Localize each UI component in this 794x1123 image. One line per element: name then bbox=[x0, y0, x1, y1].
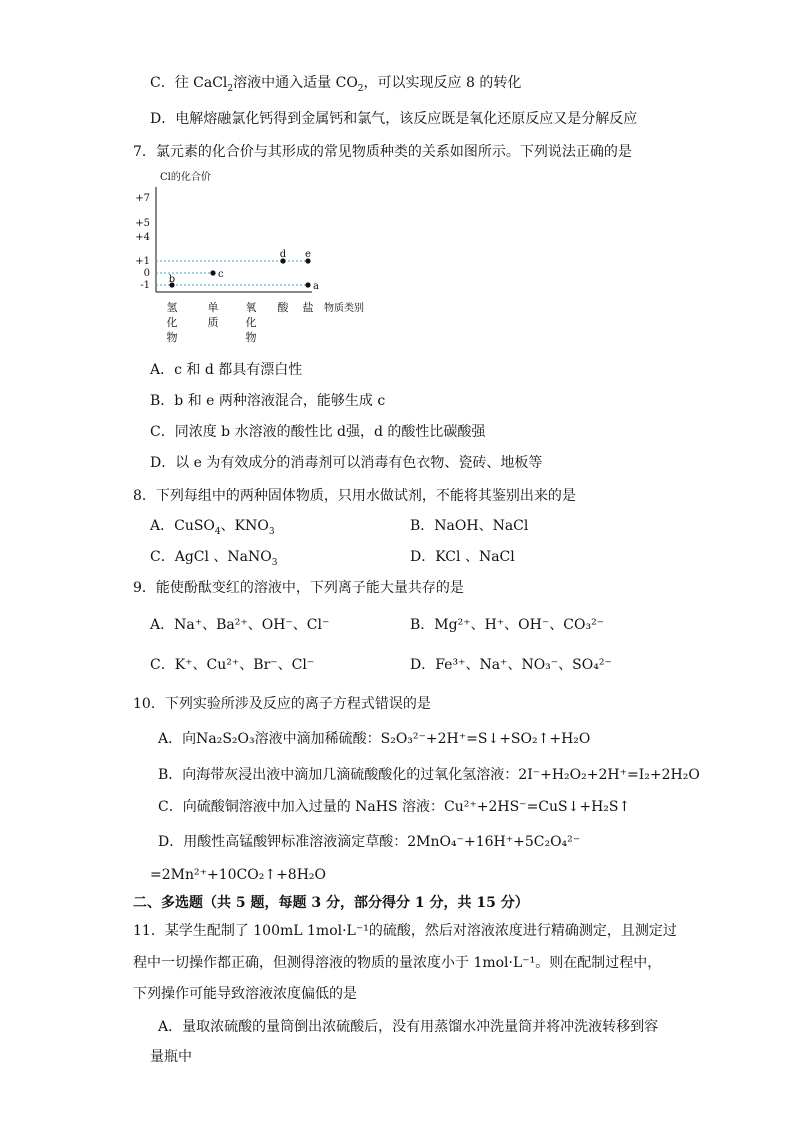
y-tick-label: +4 bbox=[135, 232, 150, 243]
valence-chart bbox=[130, 165, 390, 350]
q11-stem-line2: 程中一切操作都正确，但测得溶液的物质的量浓度小于 1mol·L⁻¹。则在配制过程中， bbox=[133, 955, 662, 971]
q11-option-a: A．量取浓硫酸的量筒倒出浓硫酸后，没有用蒸馏水冲洗量筒并将冲洗液转移到容 bbox=[158, 1019, 659, 1035]
q10-option-d-continued: =2Mn²⁺+10CO₂↑+8H₂O bbox=[150, 867, 327, 883]
q9-option-c: C．K⁺、Cu²⁺、Br⁻、Cl⁻ bbox=[150, 657, 315, 673]
q7-stem: 7．氯元素的化合价与其形成的常见物质种类的关系如图所示。下列说法正确的是 bbox=[133, 144, 632, 160]
x-category-label: 物 bbox=[166, 331, 178, 344]
chart-xlabel: 物质类别 bbox=[324, 303, 364, 314]
x-category-label: 氢 bbox=[166, 301, 178, 314]
x-category-label: 质 bbox=[207, 316, 219, 329]
q9-option-d: D．Fe³⁺、Na⁺、NO₃⁻、SO₄²⁻ bbox=[410, 657, 612, 673]
q9-stem: 9．能使酚酞变红的溶液中，下列离子能大量共存的是 bbox=[133, 580, 464, 596]
q8-option-a: A．CuSO$_4$、$KNO_3$ bbox=[150, 518, 275, 537]
q9-option-a: A．Na⁺、Ba²⁺、OH⁻、Cl⁻ bbox=[150, 617, 330, 633]
y-tick-label: +5 bbox=[135, 218, 150, 229]
q6-option-d: D．电解熔融氯化钙得到金属钙和氯气，该反应既是氧化还原反应又是分解反应 bbox=[150, 111, 638, 127]
point-label-d: d bbox=[279, 249, 287, 260]
x-category-label: 物 bbox=[245, 331, 257, 344]
q10-option-d: D．用酸性高锰酸钾标准溶液滴定草酸：2MnO₄⁻+16H⁺+5C₂O₄²⁻ bbox=[158, 834, 581, 850]
point-a bbox=[305, 282, 310, 287]
point-label-b: b bbox=[168, 274, 176, 285]
x-category-label: 化 bbox=[166, 316, 178, 329]
point-label-c: c bbox=[218, 269, 224, 280]
q7-option-d: D．以 e 为有效成分的消毒剂可以消毒有色衣物、瓷砖、地板等 bbox=[150, 455, 543, 471]
q11-stem-line3: 下列操作可能导致溶液浓度偏低的是 bbox=[133, 986, 357, 1002]
y-tick-label: 0 bbox=[143, 268, 150, 279]
q8-stem: 8．下列每组中的两种固体物质，只用水做试剂，不能将其鉴别出来的是 bbox=[133, 488, 576, 504]
x-category-label: 氧 bbox=[245, 301, 257, 314]
q7-option-b: B．b 和 e 两种溶液混合，能够生成 c bbox=[150, 393, 386, 409]
q8-option-c: C．AgCl 、NaNO$_3$ bbox=[150, 549, 278, 568]
x-category-label: 酸 bbox=[277, 301, 289, 314]
point-label-e: e bbox=[305, 249, 311, 260]
q11-option-a-continued: 量瓶中 bbox=[150, 1049, 192, 1065]
point-c bbox=[210, 270, 215, 275]
q7-option-c: C．同浓度 b 水溶液的酸性比 d强，d 的酸性比碳酸强 bbox=[150, 424, 486, 440]
q9-option-b: B．Mg²⁺、H⁺、OH⁻、CO₃²⁻ bbox=[410, 617, 605, 633]
q11-stem-line1: 11．某学生配制了 100mL 1mol·L⁻¹的硫酸，然后对溶液浓度进行精确测定，且测定过 bbox=[133, 923, 677, 939]
y-tick-label: +7 bbox=[135, 193, 150, 204]
chart-ylabel: Cl的化合价 bbox=[160, 172, 211, 183]
q8-option-d: D．KCl 、NaCl bbox=[410, 549, 515, 565]
point-label-a: a bbox=[313, 281, 319, 292]
q7-option-a: A．c 和 d 都具有漂白性 bbox=[150, 362, 303, 378]
q6-option-c: C．往 CaCl$_2$溶液中通入适量 $CO_2$，可以实现反应 8 的转化 bbox=[150, 75, 522, 94]
q10-stem: 10．下列实验所涉及反应的离子方程式错误的是 bbox=[133, 696, 431, 712]
q10-option-a: A．向Na₂S₂O₃溶液中滴加稀硫酸：S₂O₃²⁻+2H⁺=S↓+SO₂↑+H₂O bbox=[158, 731, 591, 747]
section-heading: 二、多选题（共 5 题，每题 3 分，部分得分 1 分，共 15 分） bbox=[133, 895, 529, 911]
q8-option-b: B．NaOH、NaCl bbox=[410, 518, 529, 534]
q10-option-b: B．向海带灰浸出液中滴加几滴硫酸酸化的过氧化氢溶液：2I⁻+H₂O₂+2H⁺=I₂+2H₂O bbox=[158, 767, 700, 783]
y-tick-label: +1 bbox=[135, 256, 150, 267]
y-tick-label: -1 bbox=[140, 280, 150, 291]
x-category-label: 化 bbox=[245, 316, 257, 329]
q10-option-c: C．向硫酸铜溶液中加入过量的 NaHS 溶液：Cu²⁺+2HS⁻=CuS↓+H₂S↑ bbox=[158, 799, 631, 815]
x-category-label: 盐 bbox=[302, 301, 314, 314]
x-category-label: 单 bbox=[207, 301, 219, 314]
